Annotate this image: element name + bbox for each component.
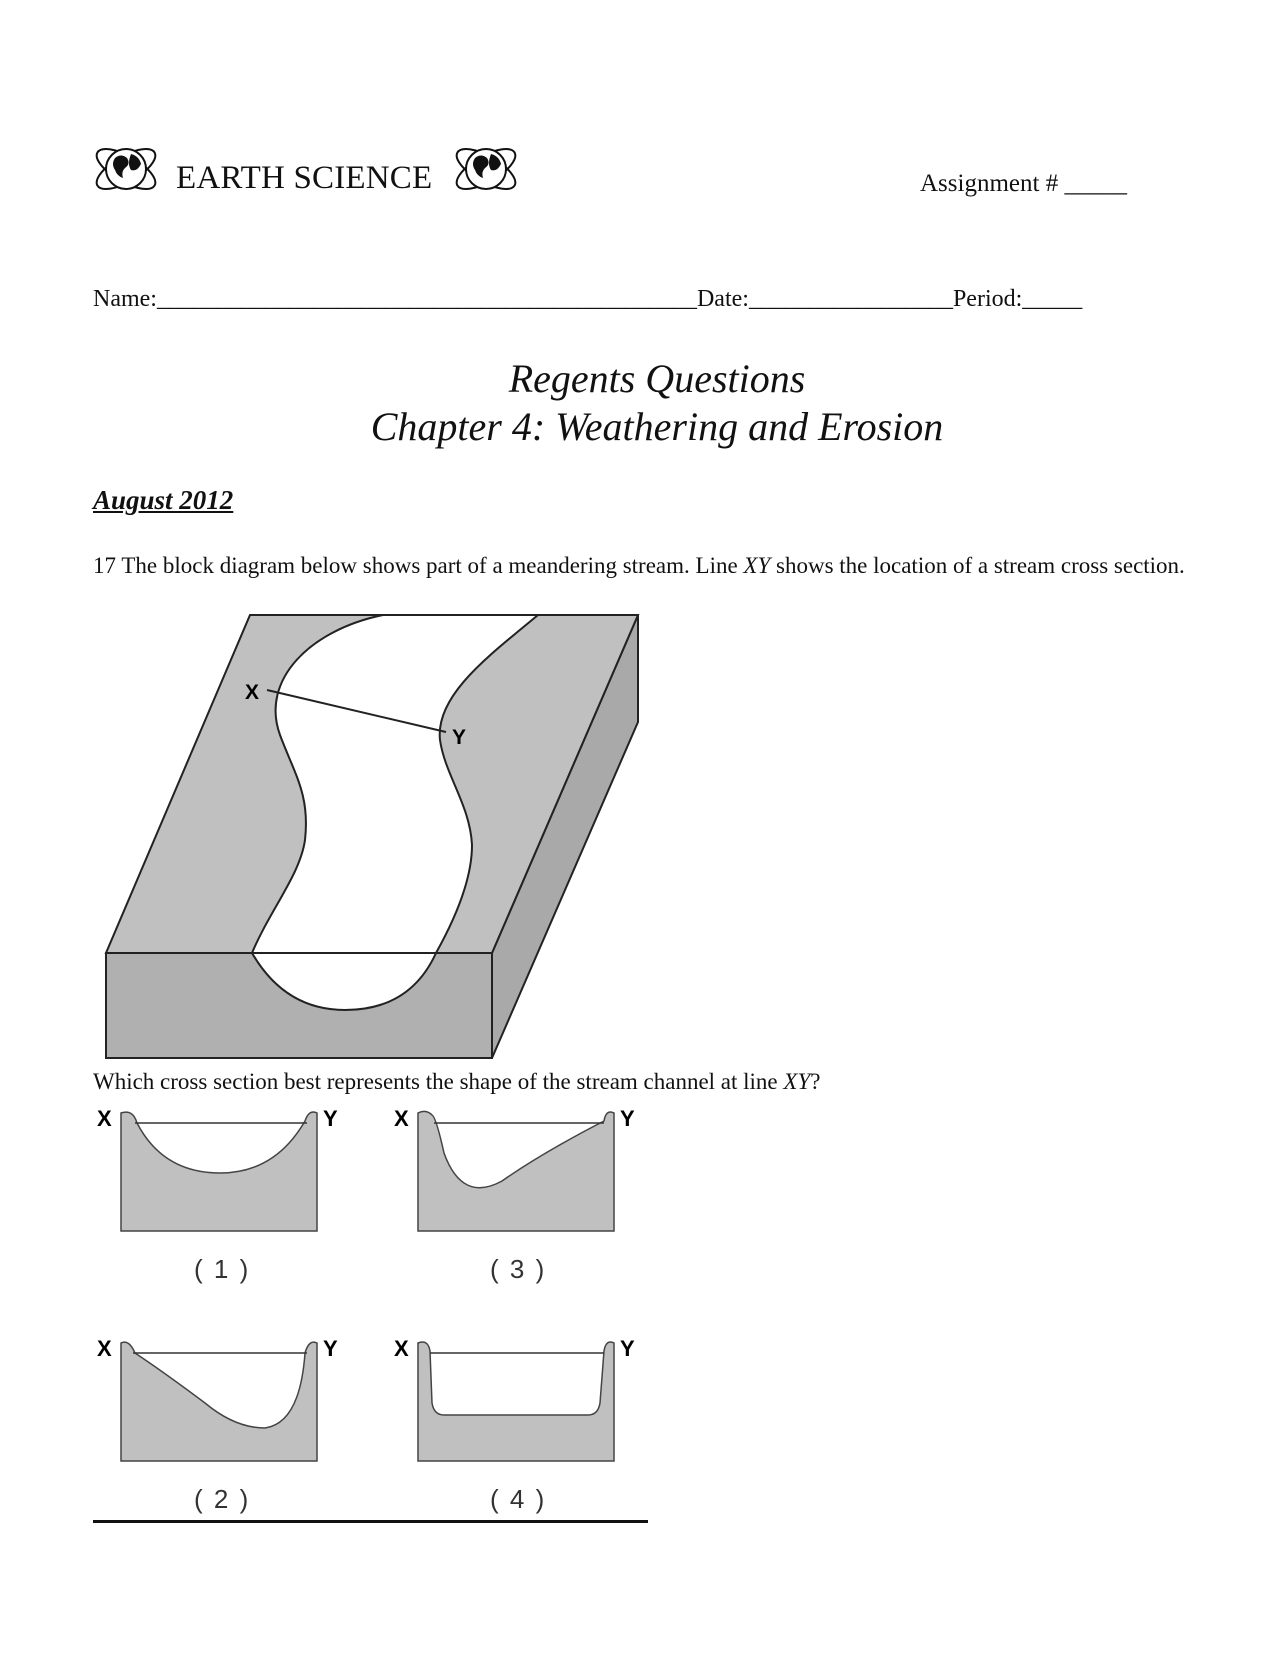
option-4-x-label: X: [394, 1336, 409, 1361]
option-1-x-label: X: [97, 1106, 112, 1131]
option-4-cross-section: [392, 1323, 642, 1463]
question-xy: XY: [743, 553, 771, 578]
option-3-x-label: X: [394, 1106, 409, 1131]
prompt-after: ?: [810, 1069, 821, 1094]
option-4-y-label: Y: [620, 1336, 635, 1361]
question-text: [93, 551, 1213, 580]
assignment-number: Assignment # _____: [920, 170, 1127, 197]
prompt-before: Which cross section best represents the shape of the stream channel at line: [93, 1069, 784, 1094]
header-title: EARTH SCIENCE: [176, 160, 433, 196]
option-2-x-label: X: [97, 1336, 112, 1361]
section-heading: August 2012: [93, 485, 234, 515]
question-prompt: [93, 1069, 820, 1095]
option-3-label: ( 3 ): [490, 1254, 547, 1284]
question-number: 17: [93, 553, 116, 578]
option-2-y-label: Y: [323, 1336, 338, 1361]
option-1-cross-section: [95, 1093, 345, 1233]
question-text-before: The block diagram below shows part of a meandering stream. Line: [121, 553, 744, 578]
question-text-after: shows the location of a stream cross section.: [770, 553, 1185, 578]
name-date-period-line: Name:_____________________________________________Date:_________________Period:_____: [93, 286, 1083, 312]
option-2-cross-section: [95, 1323, 345, 1463]
globe-icon: [91, 138, 161, 200]
prompt-xy: XY: [783, 1069, 811, 1094]
globe-icon: [451, 138, 521, 200]
diagram-y-label: Y: [452, 726, 467, 749]
option-2-label: ( 2 ): [194, 1484, 251, 1514]
bottom-divider: [93, 1520, 648, 1523]
option-1-y-label: Y: [323, 1106, 338, 1131]
option-1-label: ( 1 ): [194, 1254, 251, 1284]
option-3-y-label: Y: [620, 1106, 635, 1131]
block-diagram: [100, 610, 640, 1060]
chapter-title: Chapter 4: Weathering and Erosion: [370, 404, 944, 449]
option-3-cross-section: [392, 1093, 642, 1233]
option-4-label: ( 4 ): [490, 1484, 547, 1514]
diagram-x-label: X: [245, 681, 260, 704]
page-title: Regents Questions: [508, 356, 806, 401]
